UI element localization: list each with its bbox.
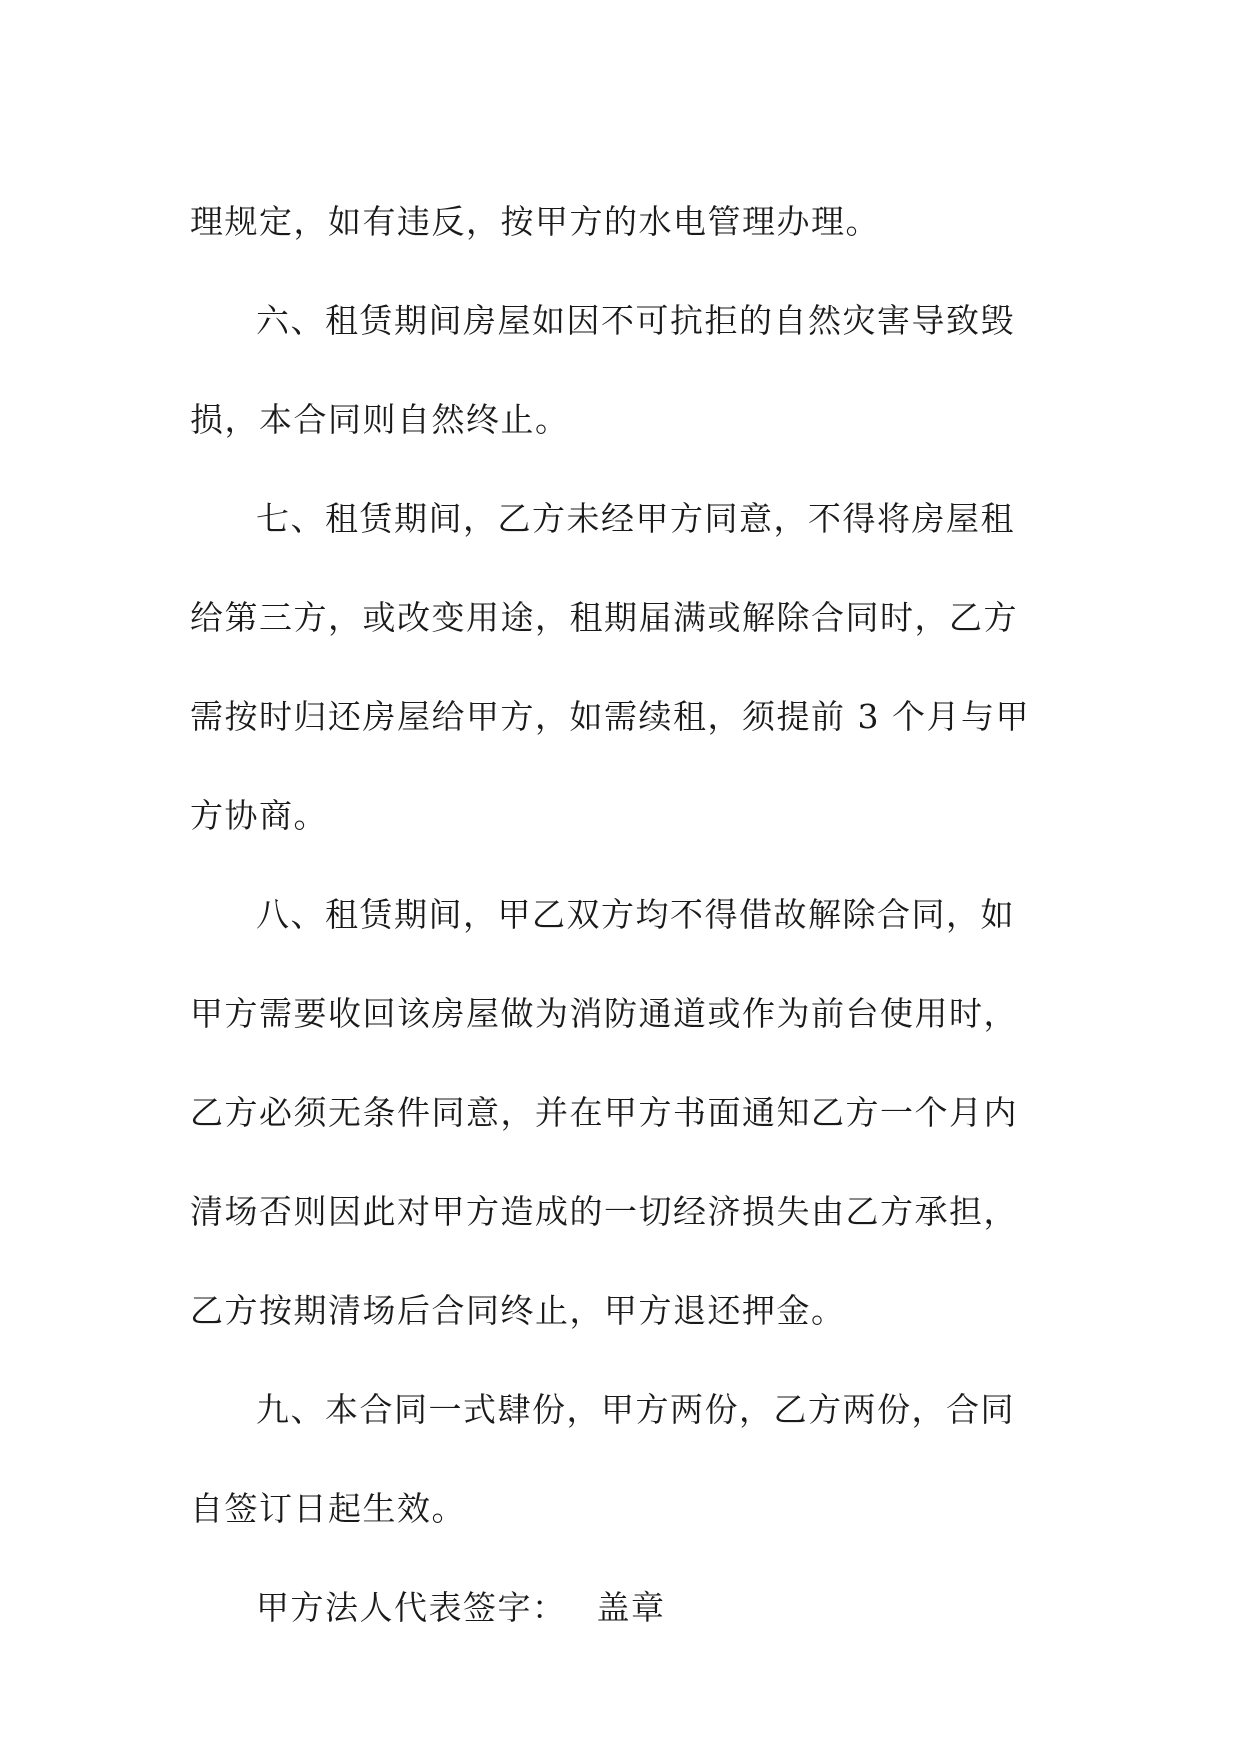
seal-label: 盖章 [596, 1588, 666, 1627]
paragraph-clause-6: 六、租赁期间房屋如因不可抗拒的自然灾害导致毁损，本合同则自然终止。 [190, 301, 1015, 439]
paragraph-continuation: 理规定，如有违反，按甲方的水电管理办理。 [190, 202, 880, 241]
paragraph-clause-9: 九、本合同一式肆份，甲方两份，乙方两份，合同自签订日起生效。 [190, 1390, 1015, 1528]
paragraph-clause-7: 七、租赁期间，乙方未经甲方同意，不得将房屋租给第三方，或改变用途，租期届满或解除合同时，乙方需按时归还房屋给甲方，如需续租，须提前 3 个月与甲方协商。 [190, 499, 1030, 835]
paragraph-clause-8: 八、租赁期间，甲乙双方均不得借故解除合同，如甲方需要收回该房屋做为消防通道或作为前台使用时，乙方必须无条件同意，并在甲方书面通知乙方一个月内清场否则因此对甲方造成的一切经济损失由乙方承担，乙方按期清场后合同终止，甲方退还押金。 [190, 895, 1018, 1330]
signature-line [190, 1558, 1030, 1657]
contract-body [190, 172, 1030, 1657]
signature-label: 甲方法人代表签字： [256, 1588, 567, 1627]
